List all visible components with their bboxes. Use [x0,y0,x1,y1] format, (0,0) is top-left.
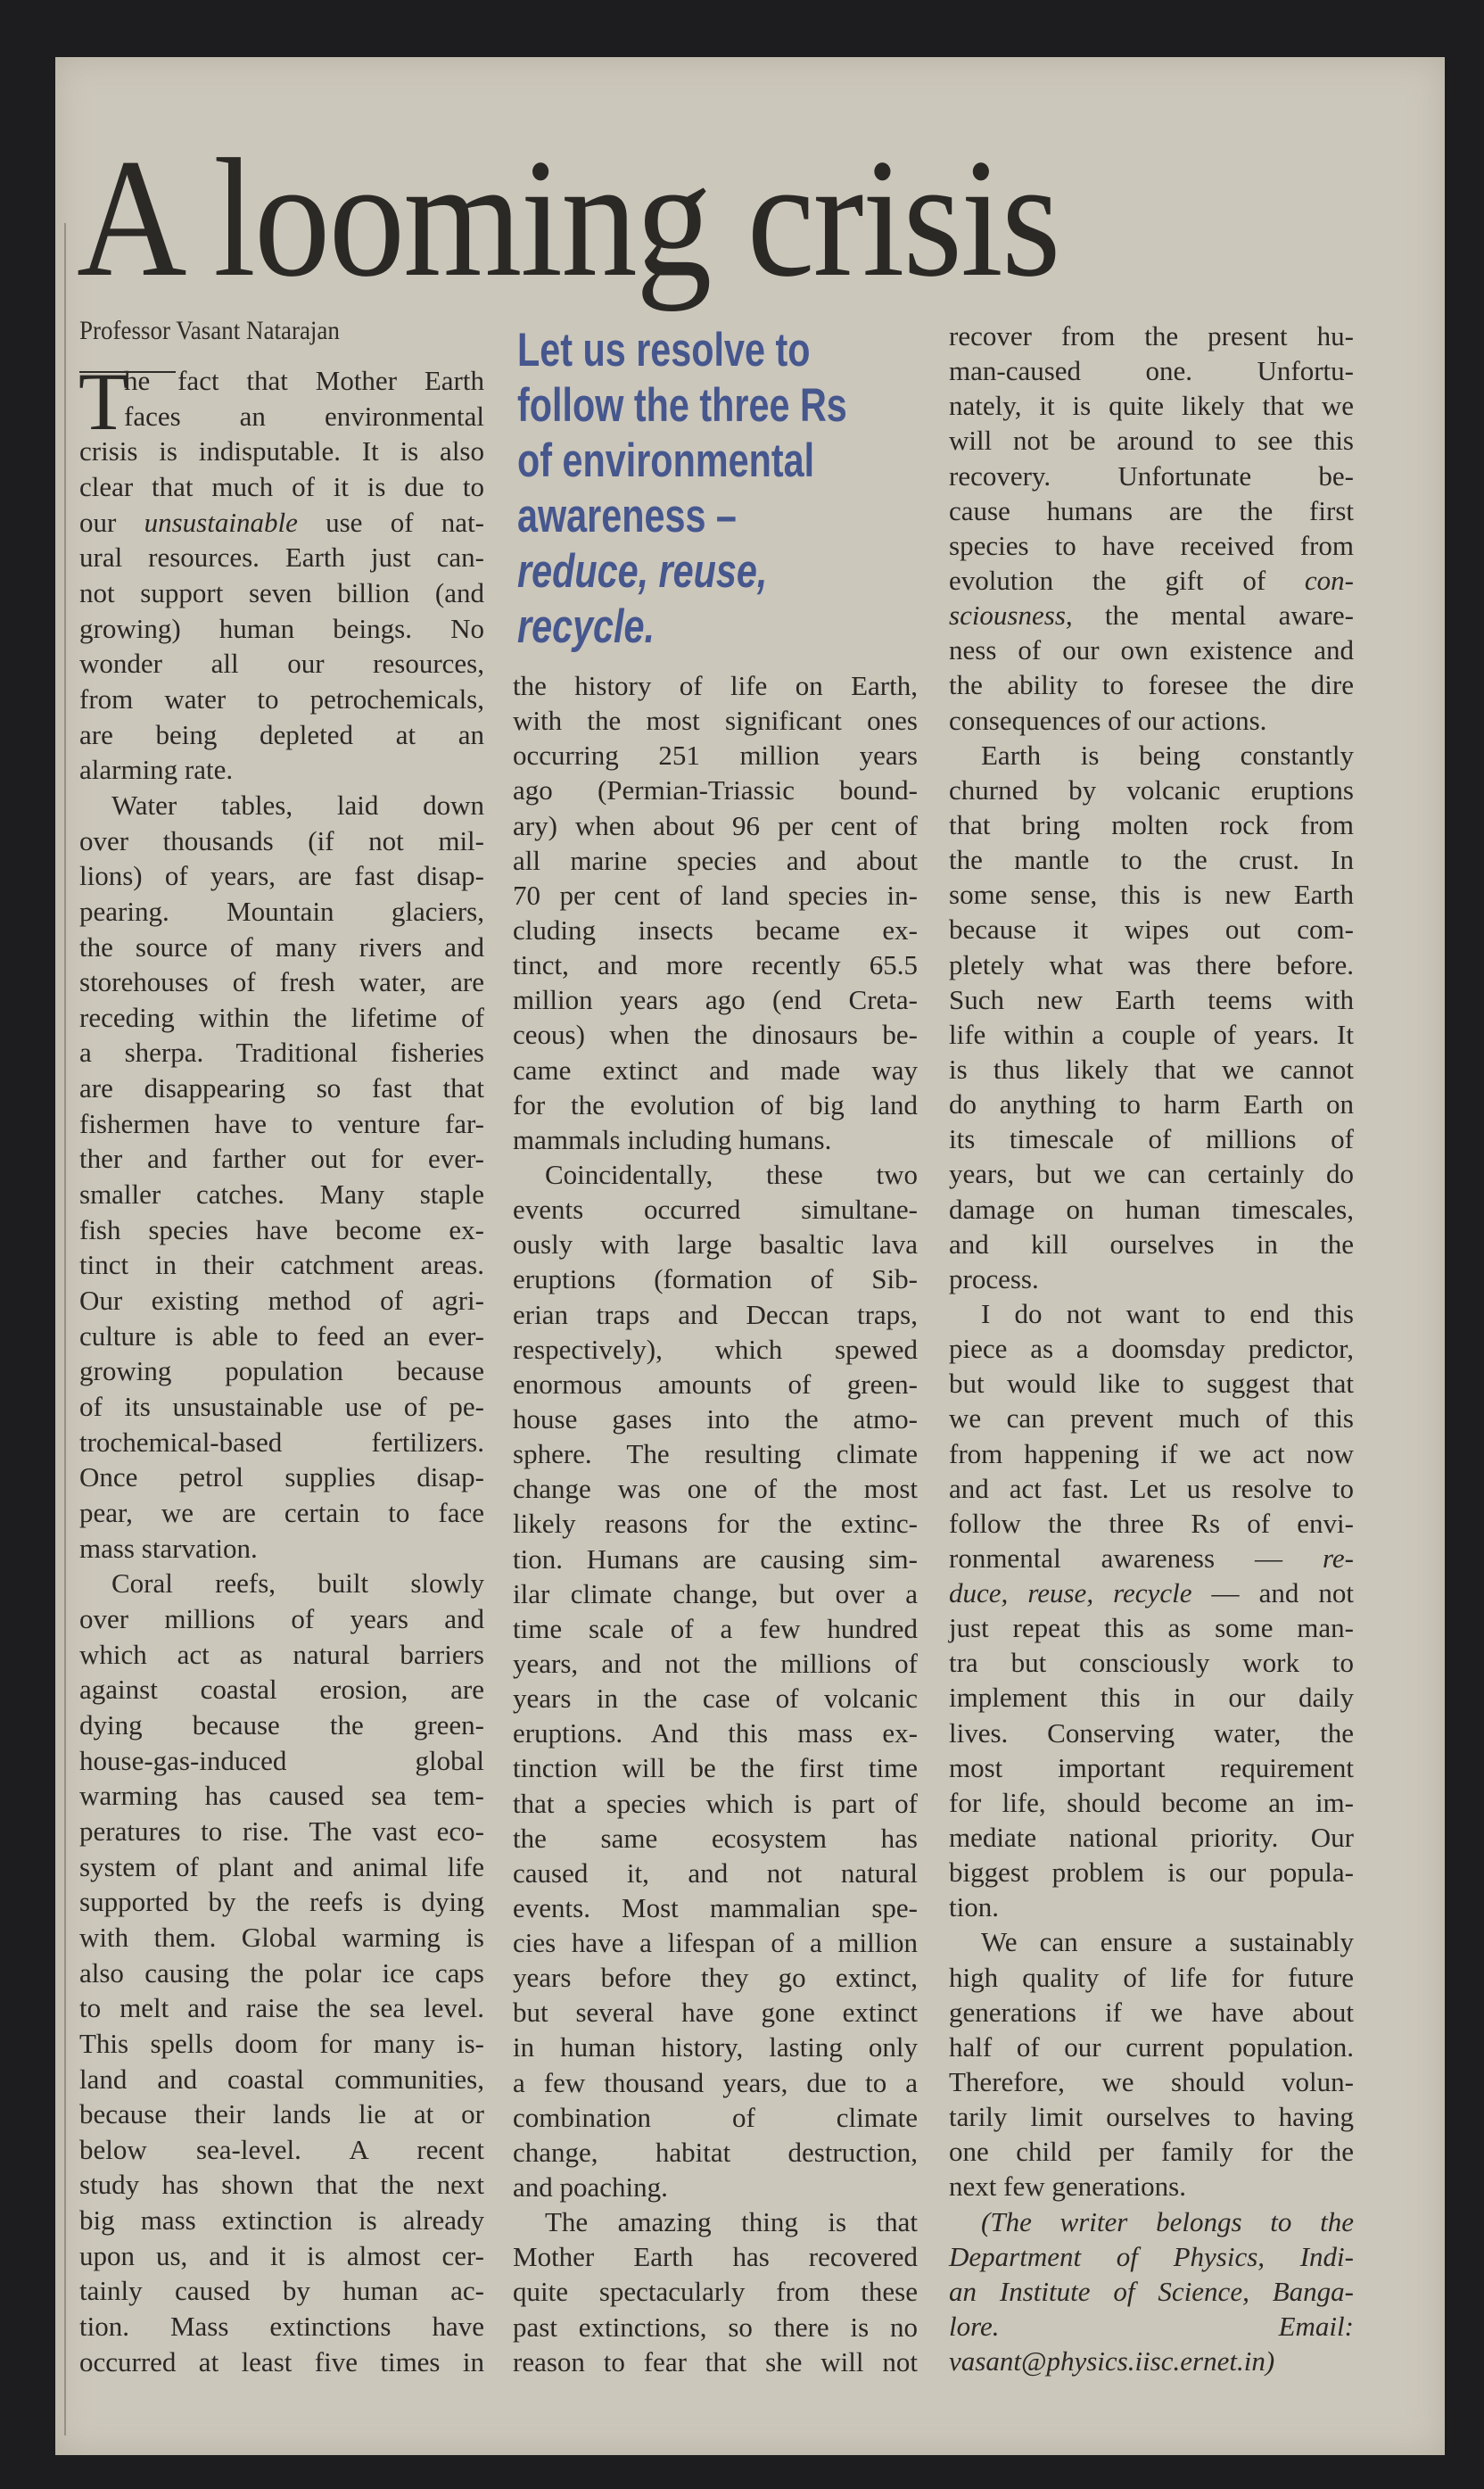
text-line: ceous) when the dinosaurs be- [513,1019,918,1051]
text-line: man-caused one. Unfortu- [949,355,1354,387]
text-line: Department of Physics, Indi- [949,2240,1354,2272]
text-line: years before they go extinct, [513,1962,918,1994]
text-line: million years ago (end Creta- [513,984,918,1016]
text-line: growing population because [79,1355,484,1387]
text-line: will not be around to see this [949,425,1354,457]
text-line: time scale of a few hundred [513,1612,918,1644]
text-line: are disappearing so fast that [79,1072,484,1104]
italic-text: unsustainable [144,506,298,538]
text-line: came extinct and made way [513,1054,918,1086]
text-line: change was one of the most [513,1473,918,1505]
text-line: for life, should become an im- [949,1786,1354,1818]
text-line: tinct, and more recently 65.5 [513,949,918,981]
text-line: clear that much of it is due to [79,470,484,502]
text-line: Mother Earth has recovered [513,2241,918,2273]
text-line: that bring molten rock from [949,808,1354,840]
text-line [949,1578,1354,1608]
text-line: implement this in our daily [949,1682,1354,1714]
text-line: with them. Global warming is [79,1921,484,1953]
text-line: ously with large basaltic lava [513,1228,918,1261]
text-line: we can prevent much of this [949,1402,1354,1435]
column-1 [79,366,484,2377]
text-line: mediate national priority. Our [949,1822,1354,1854]
text-line: all marine species and about [513,844,918,876]
text-line: The amazing thing is that [545,2206,918,2238]
text-line: from water to petrochemicals, [79,682,484,715]
text-line: high quality of life for future [949,1961,1354,1993]
text-line: consequences of our actions. [949,704,1267,736]
text-line: below sea-level. A recent [79,2133,484,2165]
text-line: enormous amounts of green- [513,1368,918,1400]
text-line: ago (Permian-Triassic bound- [513,774,918,806]
text-segment: our [79,506,144,538]
text-line: cluding insects became ex- [513,914,918,946]
text-line: is thus likely that we cannot [949,1053,1354,1085]
text-line: the ability to foresee the dire [949,669,1354,701]
text-line: lore. Email: [949,2311,1354,2343]
text-line: for the evolution of big land [513,1088,918,1120]
text-line: of its unsustainable use of pe- [79,1391,484,1423]
text-line: tarily limit ourselves to having [949,2101,1354,2133]
text-line: do anything to harm Earth on [949,1088,1354,1120]
text-line: the mantle to the crust. In [949,844,1354,876]
text-line: and kill ourselves in the [949,1228,1354,1260]
text-segment: evolution the gift of [949,564,1305,596]
text-line: occurred at least five times in [79,2345,484,2377]
text-line: over thousands (if not mil- [79,824,484,856]
text-line: Such new Earth teems with [949,983,1354,1015]
text-line: land and coastal communities, [79,2063,484,2095]
text-line: the same ecosystem has [513,1822,918,1854]
text-line: peratures to rise. The vast eco- [79,1815,484,1847]
text-line: because their lands lie at or [79,2098,484,2130]
text-line: one child per family for the [949,2136,1354,2168]
text-line: most important requirement [949,1751,1354,1783]
text-line: some sense, this is new Earth [949,879,1354,911]
text-line: erian traps and Deccan traps, [513,1298,918,1330]
text-line: big mass extinction is already [79,2204,484,2237]
text-line: from happening if we act now [949,1437,1354,1469]
text-line: receding within the lifetime of [79,1001,484,1033]
text-line [949,600,1354,631]
text-line: events occurred simultane- [513,1194,918,1226]
pull-quote [517,323,940,655]
text-line: churned by volcanic eruptions [949,773,1354,806]
text-line: Therefore, we should volun- [949,2066,1354,2098]
text-line: growing) human beings. No [79,612,484,644]
text-line: ary) when about 96 per cent of [513,809,918,841]
text-line: past extinctions, so there is no [513,2311,918,2343]
text-line: ness of our own existence and [949,634,1354,666]
italic-text: sciousness, [949,600,1073,632]
text-line: tra but consciously work to [949,1647,1354,1679]
text-line: mammals including humans. [513,1123,832,1155]
text-line: quite spectacularly from these [513,2276,918,2308]
column-3 [949,321,1354,2377]
text-line: also causing the polar ice caps [79,1956,484,1989]
text-line: mass starvation. [79,1532,258,1564]
pull-quote-line: of environmental [517,434,815,487]
text-line: but would like to suggest that [949,1368,1354,1400]
text-line: study has shown that the next [79,2169,484,2201]
text-line: ther and farther out for ever- [79,1143,484,1175]
text-line: Our existing method of agri- [79,1285,484,1317]
text-line: against coastal erosion, are [79,1674,484,1706]
byline: Professor Vasant Natarajan [79,316,340,345]
text-line: Coincidentally, these two [545,1158,918,1190]
text-line: dying because the green- [79,1708,484,1741]
text-line: half of our current population. [949,2030,1354,2063]
text-line: crisis is indisputable. It is also [79,435,484,467]
text-line: 70 per cent of land species in- [513,879,918,911]
text-line: but several have gone extinct [513,1997,918,2029]
text-line: change, habitat destruction, [513,2136,918,2168]
pull-quote-line: awareness – [517,490,737,542]
text-line: caused it, and not natural [513,1856,918,1889]
fold-line [64,223,66,2435]
text-line: pear, we are certain to face [79,1497,484,1528]
text-line: which act as natural barriers [79,1638,484,1670]
text-line: years, and not the millions of [513,1647,918,1679]
text-segment: ronmental awareness — [949,1542,1323,1574]
text-line: likely reasons for the extinc- [513,1508,918,1540]
text-line: ilar climate change, but over a [513,1577,918,1609]
text-line: culture is able to feed an ever- [79,1319,484,1352]
text-segment: the mental aware- [1072,600,1354,632]
text-line: generations if we have about [949,1996,1354,2028]
italic-text: duce, reuse, recycle [949,1577,1192,1609]
text-line: damage on human timescales, [949,1193,1354,1225]
text-line: the source of many rivers and [79,930,484,963]
text-line: process. [949,1262,1039,1294]
text-line: just repeat this as some man- [949,1612,1354,1644]
text-line: tinct in their catchment areas. [79,1249,484,1281]
text-line: house-gas-induced global [79,1744,484,1776]
text-line: smaller catches. Many staple [79,1178,484,1211]
text-line: an Institute of Science, Banga- [949,2275,1354,2307]
text-line: tinction will be the first time [513,1752,918,1784]
text-line: wonder all our resources, [79,648,484,680]
text-line: follow the three Rs of envi- [949,1507,1354,1539]
text-line: and poaching. [513,2171,668,2204]
text-line: This spells doom for many is- [79,2027,484,2059]
text-line: the history of life on Earth, [513,670,918,701]
text-line: supported by the reefs is dying [79,1886,484,1918]
text-line: he fact that Mother Earth [124,365,484,396]
text-line: piece as a doomsday predictor, [949,1333,1354,1365]
text-line: cies have a lifespan of a million [513,1927,918,1959]
text-line: I do not want to end this [981,1297,1354,1329]
text-line: its timescale of millions of [949,1123,1354,1155]
text-line: respectively), which spewed [513,1333,918,1365]
text-line: a few thousand years, due to a [513,2066,918,2098]
text-line: lives. Conserving water, the [949,1716,1354,1749]
text-line: pearing. Mountain glaciers, [79,895,484,927]
text-line: with the most significant ones [513,705,918,737]
pull-quote-line: recycle. [517,600,655,653]
text-line: are being depleted at an [79,718,484,750]
text-line [949,1543,1354,1574]
text-line: recovery. Unfortunate be- [949,459,1354,492]
text-line: tainly caused by human ac- [79,2275,484,2307]
text-line: species to have received from [949,529,1354,561]
text-line: We can ensure a sustainably [981,1926,1354,1958]
text-line: tion. Humans are causing sim- [513,1542,918,1575]
text-segment: use of nat- [297,506,485,538]
text-line: years, but we can certainly do [949,1158,1354,1190]
text-line: and act fast. Let us resolve to [949,1472,1354,1504]
text-line: cause humans are the first [949,494,1354,526]
text-line: biggest problem is our popula- [949,1856,1354,1889]
text-line: house gases into the atmo- [513,1402,918,1435]
text-line: warming has caused sea tem- [79,1780,484,1812]
text-line: ural resources. Earth just can- [79,542,484,574]
text-line: tion. [949,1891,999,1923]
text-line: not support seven billion (and [79,576,484,608]
text-line: events. Most mammalian spe- [513,1891,918,1923]
text-line: to melt and raise the sea level. [79,1992,484,2024]
text-line: life within a couple of years. It [949,1018,1354,1050]
text-line: occurring 251 million years [513,740,918,772]
text-line: in human history, lasting only [513,2031,918,2063]
pull-quote-line: reduce, reuse, [517,545,768,598]
text-line: Coral reefs, built slowly [111,1567,484,1600]
pull-quote-line: Let us resolve to [517,324,811,376]
text-line: system of plant and animal life [79,1850,484,1882]
pull-quote-line: follow the three Rs [517,379,847,432]
text-line: Earth is being constantly [981,739,1354,771]
text-line: tion. Mass extinctions have [79,2311,484,2343]
headline: A looming crisis [77,125,1059,312]
text-line: Water tables, laid down [111,789,484,821]
text-line: trochemical-based fertilizers. [79,1426,484,1458]
text-line: over millions of years and [79,1602,484,1634]
text-line: fish species have become ex- [79,1213,484,1245]
text-line: reason to fear that she will not [513,2345,918,2377]
text-line: years in the case of volcanic [513,1683,918,1715]
text-line: because it wipes out com- [949,914,1354,946]
text-line: recover from the present hu- [949,320,1354,351]
text-line: pletely what was there before. [949,948,1354,980]
text-line: lions) of years, are fast disap- [79,860,484,892]
text-line: next few generations. [949,2171,1186,2203]
text-line: vasant@physics.iisc.ernet.in) [949,2345,1275,2377]
text-line [949,566,1354,596]
text-line: Once petrol supplies disap- [79,1461,484,1493]
text-line: a sherpa. Traditional fisheries [79,1037,484,1069]
text-line: that a species which is part of [513,1787,918,1819]
italic-text: con- [1304,564,1354,596]
text-line [79,508,484,538]
text-line: upon us, and it is almost cer- [79,2239,484,2271]
text-line: eruptions (formation of Sib- [513,1263,918,1295]
text-line: (The writer belongs to the [981,2205,1354,2237]
text-line: storehouses of fresh water, are [79,966,484,998]
italic-text: re- [1323,1542,1354,1574]
text-line: fishermen have to venture far- [79,1107,484,1139]
text-line: nately, it is quite likely that we [949,390,1354,422]
column-2 [513,671,918,2377]
drop-cap: T [78,356,129,447]
text-line: alarming rate. [79,754,234,786]
text-line: sphere. The resulting climate [513,1438,918,1470]
text-line: eruptions. And this mass ex- [513,1717,918,1749]
text-line: faces an environmental [124,400,484,432]
text-line: combination of climate [513,2101,918,2133]
text-segment: — and not [1191,1577,1354,1609]
